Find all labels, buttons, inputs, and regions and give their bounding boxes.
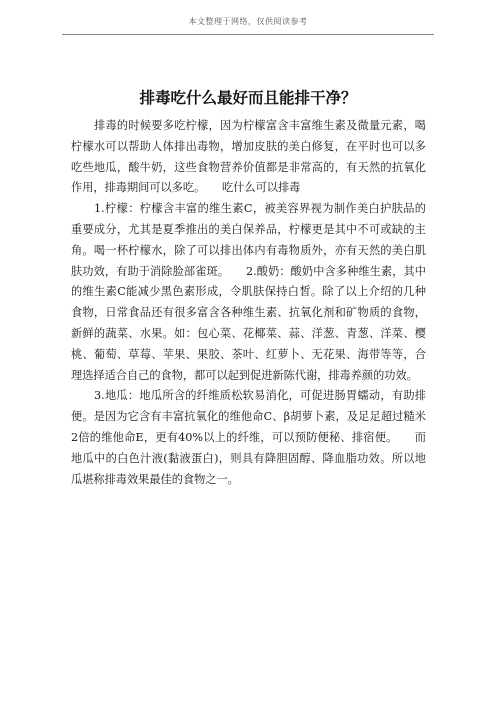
paragraph-sweet-potato: 3.地瓜：地瓜所含的纤维质松软易消化，可促进肠胃蠕动，有助排便。是因为它含有丰富抗氧化的维他命C、β胡萝卜素，及足足超过糙米2倍的维他命E，更有40%以上的纤维，可以预防便秘、排宿便。 而地瓜中的白色汁液(黏液蛋白)，则具有降胆固醇、降血脂功效。所以地瓜堪称排毒效果最佳的食物之一。 bbox=[71, 389, 426, 486]
article-body bbox=[71, 116, 426, 490]
header-note: 本文整理于网络，仅供阅读参考 bbox=[188, 17, 308, 26]
header-divider bbox=[62, 34, 434, 35]
article-title: 排毒吃什么最好而且能排干净？ bbox=[139, 89, 357, 108]
paragraph-intro: 排毒的时候要多吃柠檬，因为柠檬富含丰富维生素及微量元素，喝柠檬水可以帮助人体排出毒物，增加皮肤的美白修复，在平时也可以多吃些地瓜，酸牛奶，这些食物营养价值都是非常高的，有天然的抗氧化作用，排毒期间可以多吃。 吃什么可以排毒 bbox=[71, 119, 426, 195]
paragraph-lemon-yogurt: 1.柠檬：柠檬含丰富的维生素C，被美容界视为制作美白护肤品的重要成分，尤其是夏季推出的美白保养品，柠檬更是其中不可或缺的主角。喝一杯柠檬水，除了可以排出体内有毒物质外，亦有天然的美白肌肤功效，有助于消除脸部雀斑。 2.酸奶：酸奶中含多种维生素，其中的维生素C能减少黑色素形成，令肌肤保持白皙。除了以上介绍的几种食物，日常食品还有很多富含各种维生素、抗氧化剂和矿物质的食物，新鲜的蔬菜、水果。如：包心菜、花椰菜、蒜、洋葱、青葱、洋菜、樱桃、葡萄、草莓、苹果、果胶、茶叶、红萝卜、无花果、海带等等，合理选择适合自己的食物，都可以起到促进新陈代谢，排毒养颜的功效。 bbox=[71, 202, 426, 382]
